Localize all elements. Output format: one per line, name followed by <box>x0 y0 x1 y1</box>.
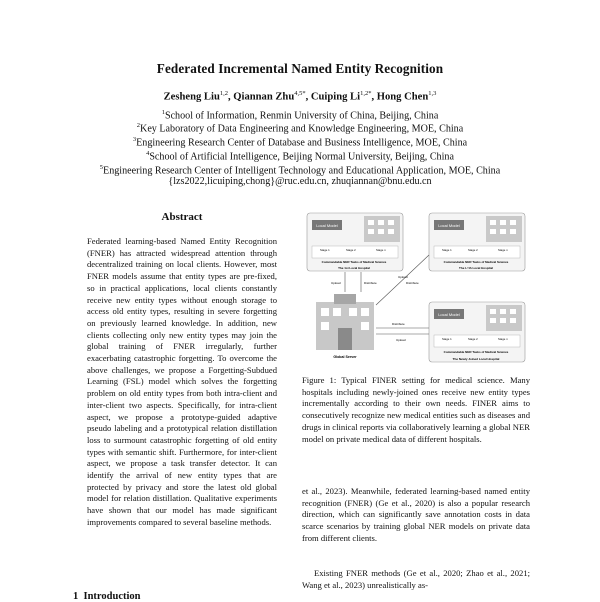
hospital-title: The L^th Local Hospital <box>459 266 493 270</box>
author-sup: 1,2 <box>219 90 228 97</box>
affiliation-text: School of Artificial Intelligence, Beijing Normal University, Beijing, China <box>149 151 454 163</box>
affiliation-sup: 3 <box>132 136 137 143</box>
upload-label: Upload <box>396 338 406 342</box>
affiliation-text: Key Laboratory of Data Engineering and Knowledge Engineering, MOE, China <box>140 123 464 135</box>
affiliation-sup: 4 <box>146 150 150 157</box>
author-emails[interactable]: {lzs2022,licuiping,chong}@ruc.edu.cn, zhuqiannan@bnu.edu.cn <box>168 176 432 187</box>
body-paragraph: Existing FNER methods (Ge et al., 2020; Zhao et al., 2021; Wang et al., 2023) unrealistically as- <box>302 568 530 590</box>
task-stage: Stage n <box>498 337 508 341</box>
affiliation-sup: 5 <box>99 164 104 171</box>
task-stage: Stage 2 <box>346 248 356 252</box>
task-stage: Stage 2 <box>468 337 478 341</box>
task-table-label: Commandable NER Tasks of Medical Science <box>321 260 387 264</box>
hospital-panel-2 <box>429 213 525 271</box>
figure-1 <box>306 210 528 372</box>
section-number: 1 <box>73 591 79 602</box>
hospital-title: The 1st Local Hospital <box>338 266 370 270</box>
author-name: Zesheng Liu <box>163 91 220 103</box>
author-name: Qiannan Zhu <box>233 91 295 103</box>
global-server <box>316 294 374 359</box>
local-model-label: Local Model <box>316 223 338 228</box>
body-paragraph: et al., 2023). Meanwhile, federated learning-based named entity recognition (FNER) (Ge et al., 2020) is also a popular research direction, which can significantly save annotation costs in data scarce scenarios by training global NER models on private data from different clients. <box>302 486 530 543</box>
paper-title: Federated Incremental Named Entity Recognition <box>156 61 444 76</box>
abstract-heading: Abstract <box>161 211 203 223</box>
distribute-label: Distribute <box>406 281 419 285</box>
task-table-label: Commandable NER Tasks of Medical Science <box>443 260 509 264</box>
local-model-label: Local Model <box>438 312 460 317</box>
author-name: Cuiping Li <box>310 91 361 103</box>
affiliation-text: Engineering Research Center of Intelligent Technology and Educational Application, MOE, China <box>103 165 501 177</box>
author-sup: 4,5* <box>294 90 306 97</box>
affiliation-sup: 2 <box>136 122 141 129</box>
upload-label: Upload <box>398 275 408 279</box>
hospital-title: The Newly Joined Local Hospital <box>452 357 500 361</box>
task-stage: Stage 2 <box>468 248 478 252</box>
author-sup: 1,3 <box>428 90 437 97</box>
affiliation-sup: 1 <box>161 109 165 116</box>
distribute-label: Distribute <box>364 281 377 285</box>
section-title: Introduction <box>83 591 141 602</box>
task-table-label: Commandable NER Tasks of Medical Science <box>443 350 509 354</box>
distribute-label: Distribute <box>392 322 405 326</box>
author-name: Hong Chen <box>376 91 429 103</box>
author-list: Zesheng Liu$^{1,2}$, Qiannan Zhu$^{4,5*}$, Cuiping $Li^{1,2*}$, Hong Chen$^{1,3}$ <box>163 90 437 103</box>
abstract-body: Federated learning-based Named Entity Recognition (FNER) has attracted widespread attention through decentralized training on local clients. However, most FNER models assume that entity types are pre-fixed, so in practical applications, local clients constantly receive new entity types without enough storage to access old entity types, resulting in severe forgetting on previously learned knowledge. In addition, new clients collecting only new entity types may join the global training of FNER irregularly, further exacerbating catastrophic forgetting. To overcome the above challenges, we propose a Forgetting-Subdued Learning (FSL) model which solves the forgetting problem on old entity types from both intra-client and inter-client two aspects. Specifically, for intra-client aspect, we propose a prototype-guided adaptive pseudo labeling and a prototypical relation distillation loss to surmount catastrophic forgetting of old entity types with semantic shift. Furthermore, for inter-client aspect, we propose a task transfer detector. It can identify the arrival of new entity types that are protected by privacy and store the latest old global model for relation distillation. Qualitative experiments have shown that our model has made significant improvements compared to several baseline methods. <box>87 236 277 527</box>
local-model-label: Local Model <box>438 223 460 228</box>
affiliation-text: School of Information, Renmin University of China, Beijing, China <box>164 110 439 122</box>
server-label: Global Server <box>333 355 357 359</box>
hospital-panel-3 <box>429 302 525 362</box>
upload-label: Upload <box>331 281 341 285</box>
task-stage: Stage 1 <box>442 337 452 341</box>
section-heading <box>73 591 141 602</box>
affiliation-text: Engineering Research Center of Database and Business Intelligence, MOE, China <box>136 137 468 149</box>
task-stage: Stage 1 <box>320 248 330 252</box>
figure-caption: Figure 1: Typical FINER setting for medical science. Many hospitals including newly-joined ones receive new entity types incrementally according to their own needs. FINER aims to consecutively recognize new medical entities such as diseases and drugs in clinical reports via collaboratively learning a global NER model on private medical data of different hospitals. <box>302 375 530 444</box>
author-sup: 1,2* <box>360 90 372 97</box>
task-stage: Stage n <box>498 248 508 252</box>
task-stage: Stage n <box>376 248 386 252</box>
task-stage: Stage 1 <box>442 248 452 252</box>
hospital-panel-1 <box>307 213 403 271</box>
